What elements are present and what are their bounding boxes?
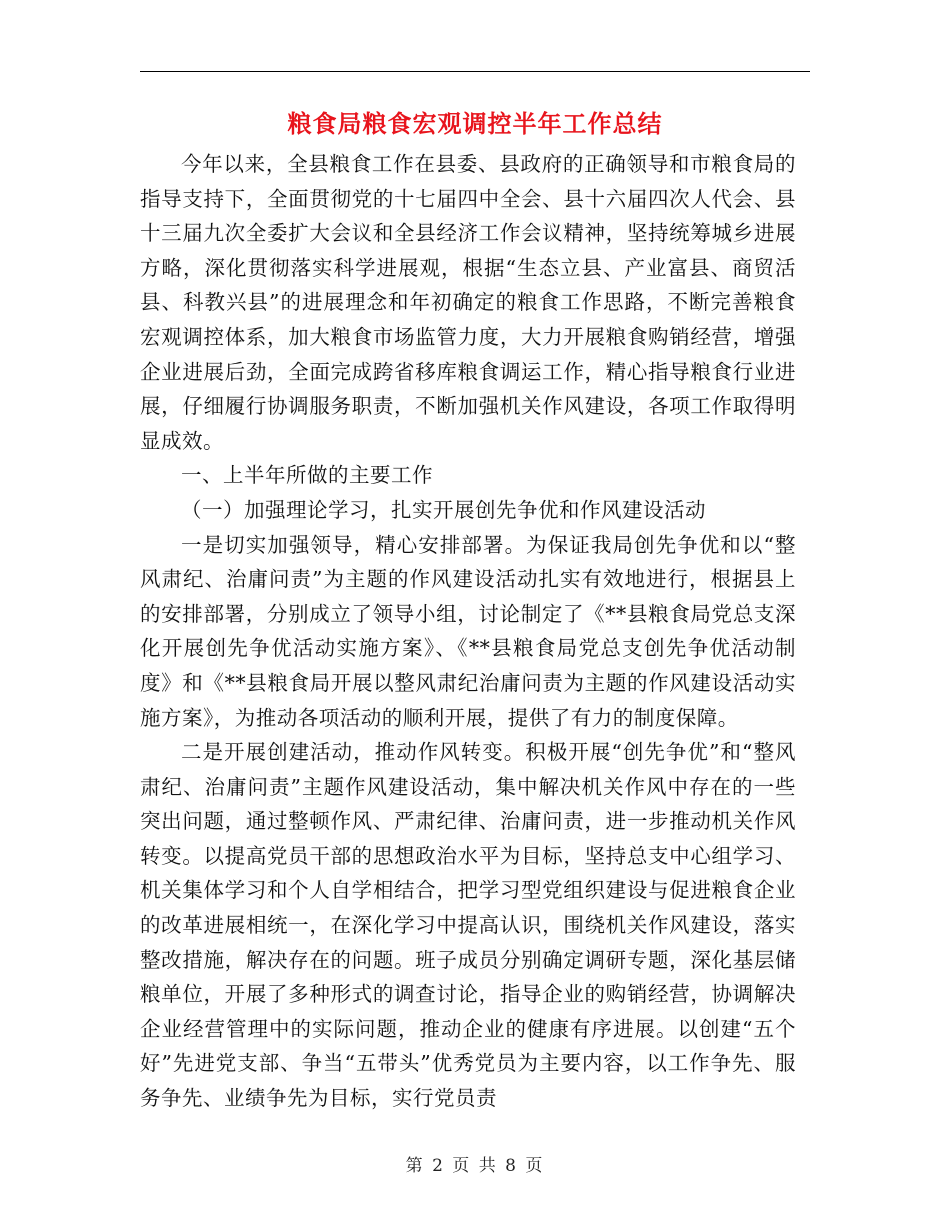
section-heading: 一、上半年所做的主要工作 bbox=[181, 463, 433, 488]
page-number: 第 2 页 共 8 页 bbox=[405, 1156, 545, 1176]
document-body bbox=[140, 147, 796, 1116]
document-title: 粮食局粮食宏观调控半年工作总结 bbox=[287, 110, 663, 138]
paragraph-leadership: 一是切实加强领导，精心安排部署。为保证我局创先争优和以“整风肃纪、治庸问责”为主题的作风建设活动扎实有效地进行，根据县上的安排部署，分别成立了领导小组，讨论制定了《**县粮食局党总支深化开展创先争优活动实施方案》、《**县粮食局党总支创先争优活动制度》和《**县粮食局开展以整风肃纪治庸问责为主题的作风建设活动实施方案》，为推动各项活动的顺利开展，提供了有力的制度保障。 bbox=[140, 532, 796, 730]
paragraph-activities: 二是开展创建活动，推动作风转变。积极开展“创先争优”和“整风肃纪、治庸问责”主题作风建设活动，集中解决机关作风中存在的一些突出问题，通过整顿作风、严肃纪律、治庸问责，进一步推动机关作风转变。以提高党员干部的思想政治水平为目标，坚持总支中心组学习、机关集体学习和个人自学相结合，把学习型党组织建设与促进粮食企业的改革进展相统一，在深化学习中提高认识，围绕机关作风建设，落实整改措施，解决存在的问题。班子成员分别确定调研专题，深化基层储粮单位，开展了多种形式的调查讨论，指导企业的购销经营，协调解决企业经营管理中的实际问题，推动企业的健康有序进展。以创建“五个好”先进党支部、争当“五带头”优秀党员为主要内容，以工作争先、服务争先、业绩争先为目标，实行党员责 bbox=[140, 740, 796, 1111]
subsection-heading: （一）加强理论学习，扎实开展创先争优和作风建设活动 bbox=[181, 497, 706, 522]
paragraph-intro: 今年以来，全县粮食工作在县委、县政府的正确领导和市粮食局的指导支持下，全面贯彻党的十七届四中全会、县十六届四次人代会、县十三届九次全委扩大会议和全县经济工作会议精神，坚持统筹城乡进展方略，深化贯彻落实科学进展观，根据“生态立县、产业富县、商贸活县、科教兴县”的进展理念和年初确定的粮食工作思路，不断完善粮食宏观调控体系，加大粮食市场监管力度，大力开展粮食购销经营，增强企业进展后劲，全面完成跨省移库粮食调运工作，精心指导粮食行业进展，仔细履行协调服务职责，不断加强机关作风建设，各项工作取得明显成效。 bbox=[140, 152, 796, 453]
header-rule bbox=[140, 71, 810, 72]
